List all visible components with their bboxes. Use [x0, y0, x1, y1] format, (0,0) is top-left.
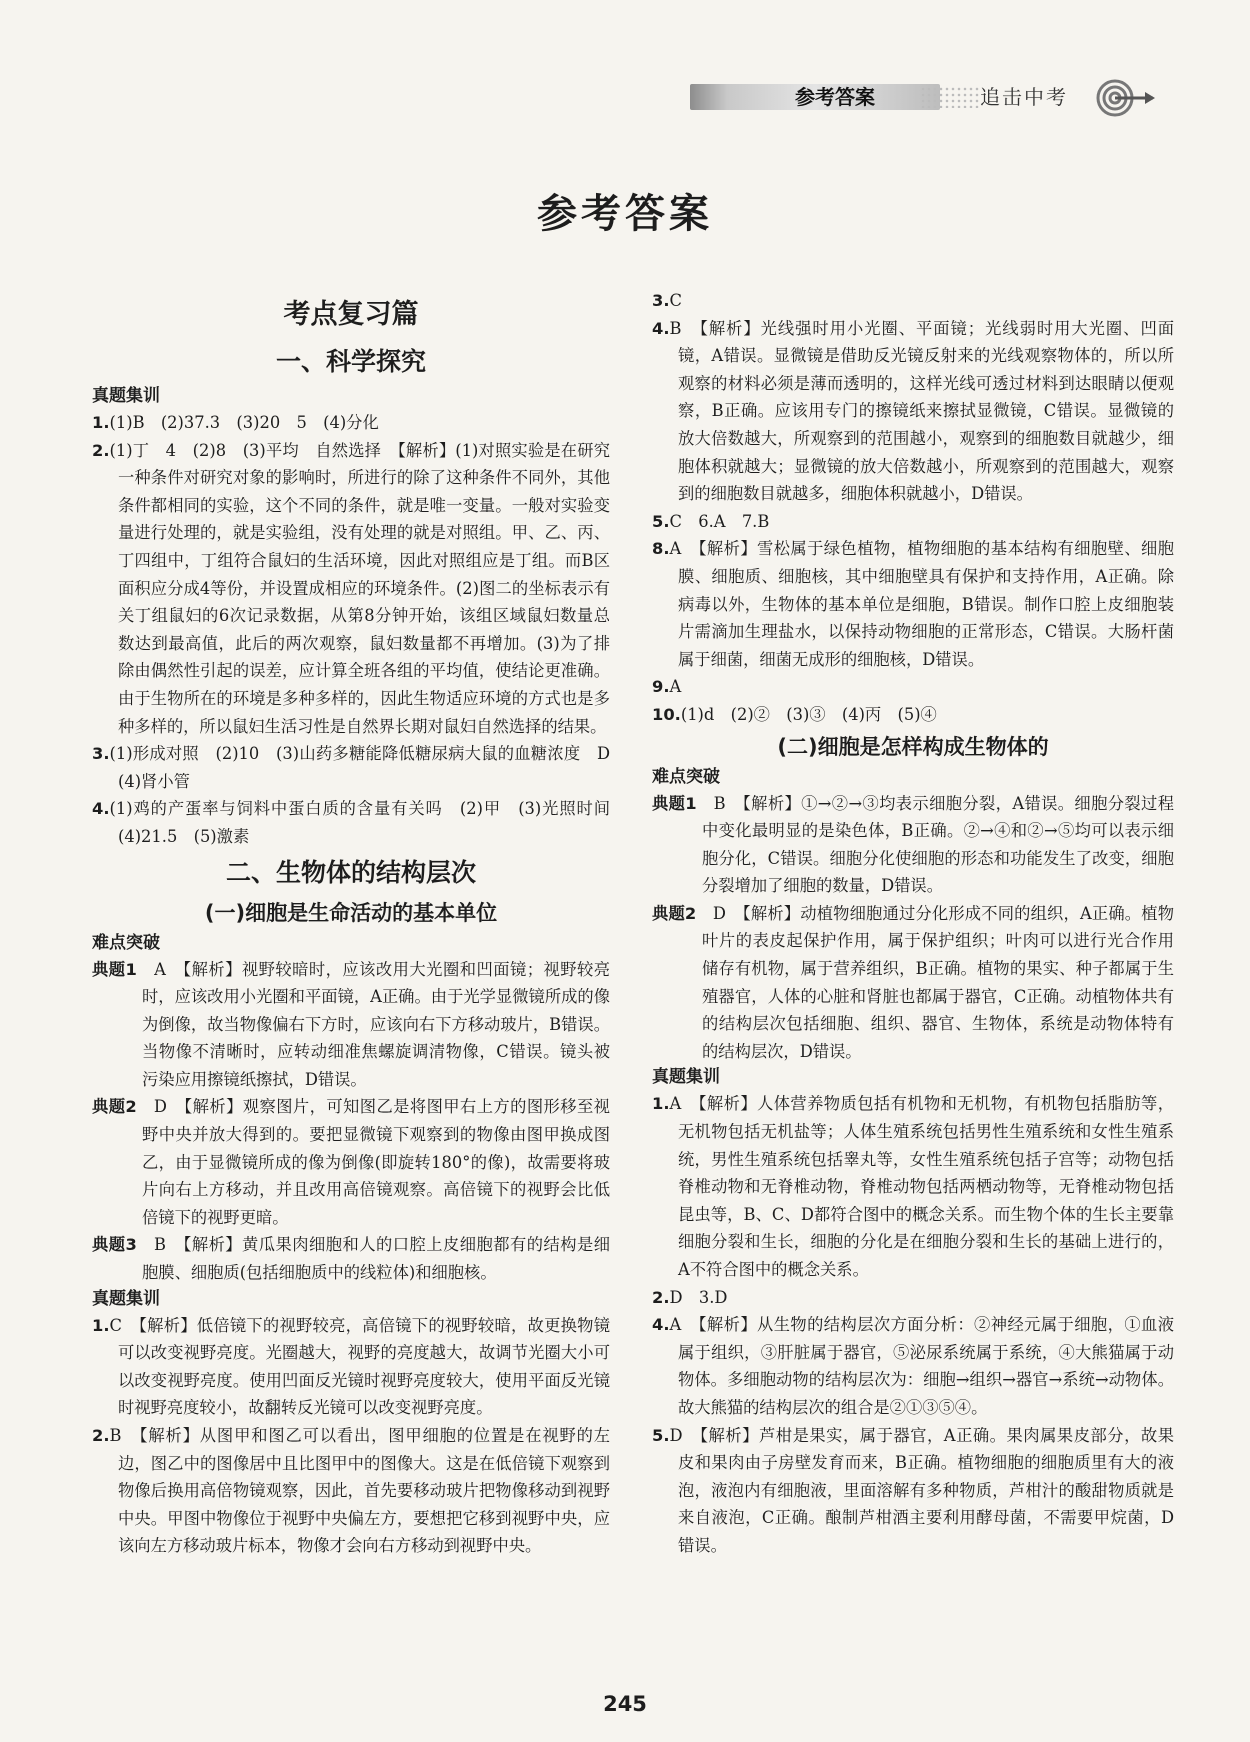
header-banner [690, 78, 1160, 118]
example-list [92, 956, 610, 1287]
header-right-text: 追击中考 [980, 85, 1068, 109]
page-title: 参考答案 [537, 191, 713, 237]
left-column [92, 288, 627, 1560]
answer-item: 3.(1)形成对照 (2)10 (3)山药多糖能降低糖尿病大鼠的血糖浓度 D (4)肾小管 [92, 744, 627, 791]
subsection-title: 真题集训 [92, 386, 160, 406]
target-icon [1095, 78, 1157, 118]
chapter-title-1: 一、科学探究 [275, 347, 426, 376]
answer-item: 2.(1)丁 4 (2)8 (3)平均 自然选择 【解析】(1)对照实验是在研究一种条件对研究对象的影响时，所进行的除了这种条件不同外，其他条件都相同的实验，这个不同的条件，就是唯一变量。一般对实验变量进行处理的，就是实验组，没有处理的就是对照组。甲、乙、丙、丁四组中，丁组符合鼠妇的生活环境，因此对照组应是丁组。而B区面积应分成4等份，并设置成相应的环境条件。(2)图二的坐标表示有关丁组鼠妇的6次记录数据，从第8分钟开始，该组区域鼠妇数量总数达到最高值，此后的两次观察，鼠妇数量都不再增加。(3)为了排除由偶然性引起的误差，应计算全班各组的平均值，使结论更准确。由于生物所在的环境是多种多样的，因此生物适应环境的方式也是多种多样的，所以鼠妇生活习性是自然界长期对鼠妇自然选择的结果。 [92, 440, 610, 736]
subsection-title: 难点突破 [652, 766, 720, 787]
answer-item: 4.(1)鸡的产蛋率与饲料中蛋白质的含量有关吗 (2)甲 (3)光照时间 (4)21.5 (5)激素 [92, 799, 627, 846]
chapter-title-2: 二、生物体的结构层次 [225, 857, 476, 887]
part-title: 考点复习篇 [283, 299, 419, 330]
answer-item: 5.D 【解析】芦柑是果实，属于器官，A正确。果肉属果皮部分，故果皮和果肉由子房壁发育而来，B正确。植物细胞的细胞质里有大的液泡，液泡内有细胞液，里面溶解有多种物质，芦柑汁的酸甜物质就是来自液泡，C正确。酿制芦柑酒主要利用酵母菌，不需要甲烷菌，D错误。 [652, 1425, 1174, 1555]
answer-item: 2.B 【解析】从图甲和图乙可以看出，图甲细胞的位置是在视野的左边，图乙中的图像居中且比图甲中的图像大。这是在低倍镜下观察到物像后换用高倍物镜观察，因此，首先要移动玻片把物像移动到视野中央。甲图中物像位于视野中央偏左方，要想把它移到视野中央，应该向左方移动玻片标本，物像才会向右方移动到视野中央。 [92, 1426, 610, 1556]
page-number: 245 [603, 1692, 647, 1716]
example-item: 典题2 D 【解析】观察图片，可知图乙是将图甲右上方的图形移至视野中央并放大得到的。要把显微镜下观察到的物像由图甲换成图乙，由于显微镜所成的像为倒像(即旋转180°的像)，故需要将玻片向右上方移动，并且改用高倍镜观察。高倍镜下的视野会比低倍镜下的视野更暗。 [92, 1097, 610, 1227]
answer-list [652, 1090, 1174, 1559]
example-item: 典题1 B 【解析】①→②→③均表示细胞分裂，A错误。细胞分裂过程中变化最明显的是染色体，B正确。②→④和②→⑤均可以表示细胞分化，C错误。细胞分化使细胞的形态和功能发生了改变，细胞分裂增加了细胞的数量，D错误。 [652, 793, 1174, 896]
answer-item: 5.C 6.A 7.B [652, 511, 770, 531]
answer-item: 10.(1)d (2)② (3)③ (4)丙 (5)④ [652, 704, 937, 724]
answer-item: 1.A 【解析】人体营养物质包括有机物和无机物，有机物包括脂肪等，无机物包括无机盐等；人体生殖系统包括男性生殖系统和女性生殖系统，男性生殖系统包括睾丸等，女性生殖系统包括子宫等；动物包括脊椎动物和无脊椎动物，脊椎动物包括两栖动物等，无脊椎动物包括昆虫等，B、C、D都符合图中的概念关系。而生物个体的生长主要靠细胞分裂和生长，细胞的分化是在细胞分裂和生长的基础上进行的，A不符合图中的概念关系。 [652, 1094, 1174, 1279]
answer-item: 4.A 【解析】从生物的结构层次方面分析：②神经元属于细胞，①血液属于组织，③肝脏属于器官，⑤泌尿系统属于系统，④大熊猫属于动物体。多细胞动物的结构层次为：细胞→组织→器官→系统→动物体。故大熊猫的结构层次的组合是②①③⑤④。 [652, 1315, 1174, 1417]
answer-item: 8.A 【解析】雪松属于绿色植物，植物细胞的基本结构有细胞壁、细胞膜、细胞质、细胞核，其中细胞壁具有保护和支持作用，A正确。除病毒以外，生物体的基本单位是细胞，B错误。制作口腔上皮细胞装片需滴加生理盐水，以保持动物细胞的正常形态，C错误。大肠杆菌属于细菌，细菌无成形的细胞核，D错误。 [652, 539, 1174, 669]
subsection-title: 真题集训 [92, 1288, 160, 1309]
header-label: 参考答案 [795, 85, 875, 109]
section-title: (二)细胞是怎样构成生物体的 [777, 734, 1049, 759]
answer-item: 4.B 【解析】光线强时用小光圈、平面镜；光线弱时用大光圈、凹面镜，A错误。显微镜是借助反光镜反射来的光线观察物体的，所以所观察的材料必须是薄而透明的，这样光线可透过材料到达眼睛以便观察，B正确。应该用专门的擦镜纸来擦拭显微镜，C错误。显微镜的放大倍数越大，所观察到的范围越小，观察到的细胞数目就越少，细胞体积就越大；显微镜的放大倍数越小，所观察到的范围越大，观察到的细胞数目就越多，细胞体积就越小，D错误。 [652, 318, 1174, 504]
banner-dot-pattern [920, 86, 980, 108]
answer-item: 1.(1)B (2)37.3 (3)20 5 (4)分化 [92, 413, 379, 432]
example-list [652, 790, 1174, 1066]
subsection-title: 难点突破 [92, 932, 160, 953]
subsection-title: 真题集训 [652, 1067, 720, 1088]
answer-list [92, 409, 627, 851]
answer-item: 9.A [652, 677, 682, 697]
right-column [652, 287, 1174, 1560]
answer-item: 1.C 【解析】低倍镜下的视野较亮，高倍镜下的视野较暗，故更换物镜可以改变视野亮度。光圈越大，视野的亮度越大，故调节光圈大小可以改变视野亮度。使用凹面反光镜时视野亮度较大，使用平面反光镜时视野亮度较小，故翻转反光镜可以改变视野亮度。 [92, 1315, 610, 1418]
example-item: 典题3 B 【解析】黄瓜果肉细胞和人的口腔上皮细胞都有的结构是细胞膜、细胞质(包括细胞质中的线粒体)和细胞核。 [92, 1235, 610, 1283]
answer-list [652, 287, 1174, 729]
answer-list [92, 1312, 610, 1560]
example-item: 典题2 D 【解析】动植物细胞通过分化形成不同的组织，A正确。植物叶片的表皮起保护作用，属于保护组织；叶肉可以进行光合作用储存有机物，属于营养组织，B正确。植物的果实、种子都属于生殖器官，人体的心脏和肾脏也都属于器官，C正确。动植物体共有的结构层次包括细胞、组织、器官、生物体，系统是动物体特有的结构层次，D错误。 [652, 903, 1174, 1061]
example-item: 典题1 A 【解析】视野较暗时，应该改用大光圈和凹面镜；视野较亮时，应该改用小光圈和平面镜，A正确。由于光学显微镜所成的像为倒像，故当物像偏右下方时，应该向右下方移动玻片，B错误。当物像不清晰时，应转动细准焦螺旋调清物像，C错误。镜头被污染应用擦镜纸擦拭，D错误。 [92, 959, 610, 1089]
answer-item: 3.C [652, 291, 682, 310]
answer-item: 2.D 3.D [652, 1287, 728, 1307]
section-title: (一)细胞是生命活动的基本单位 [204, 900, 498, 925]
